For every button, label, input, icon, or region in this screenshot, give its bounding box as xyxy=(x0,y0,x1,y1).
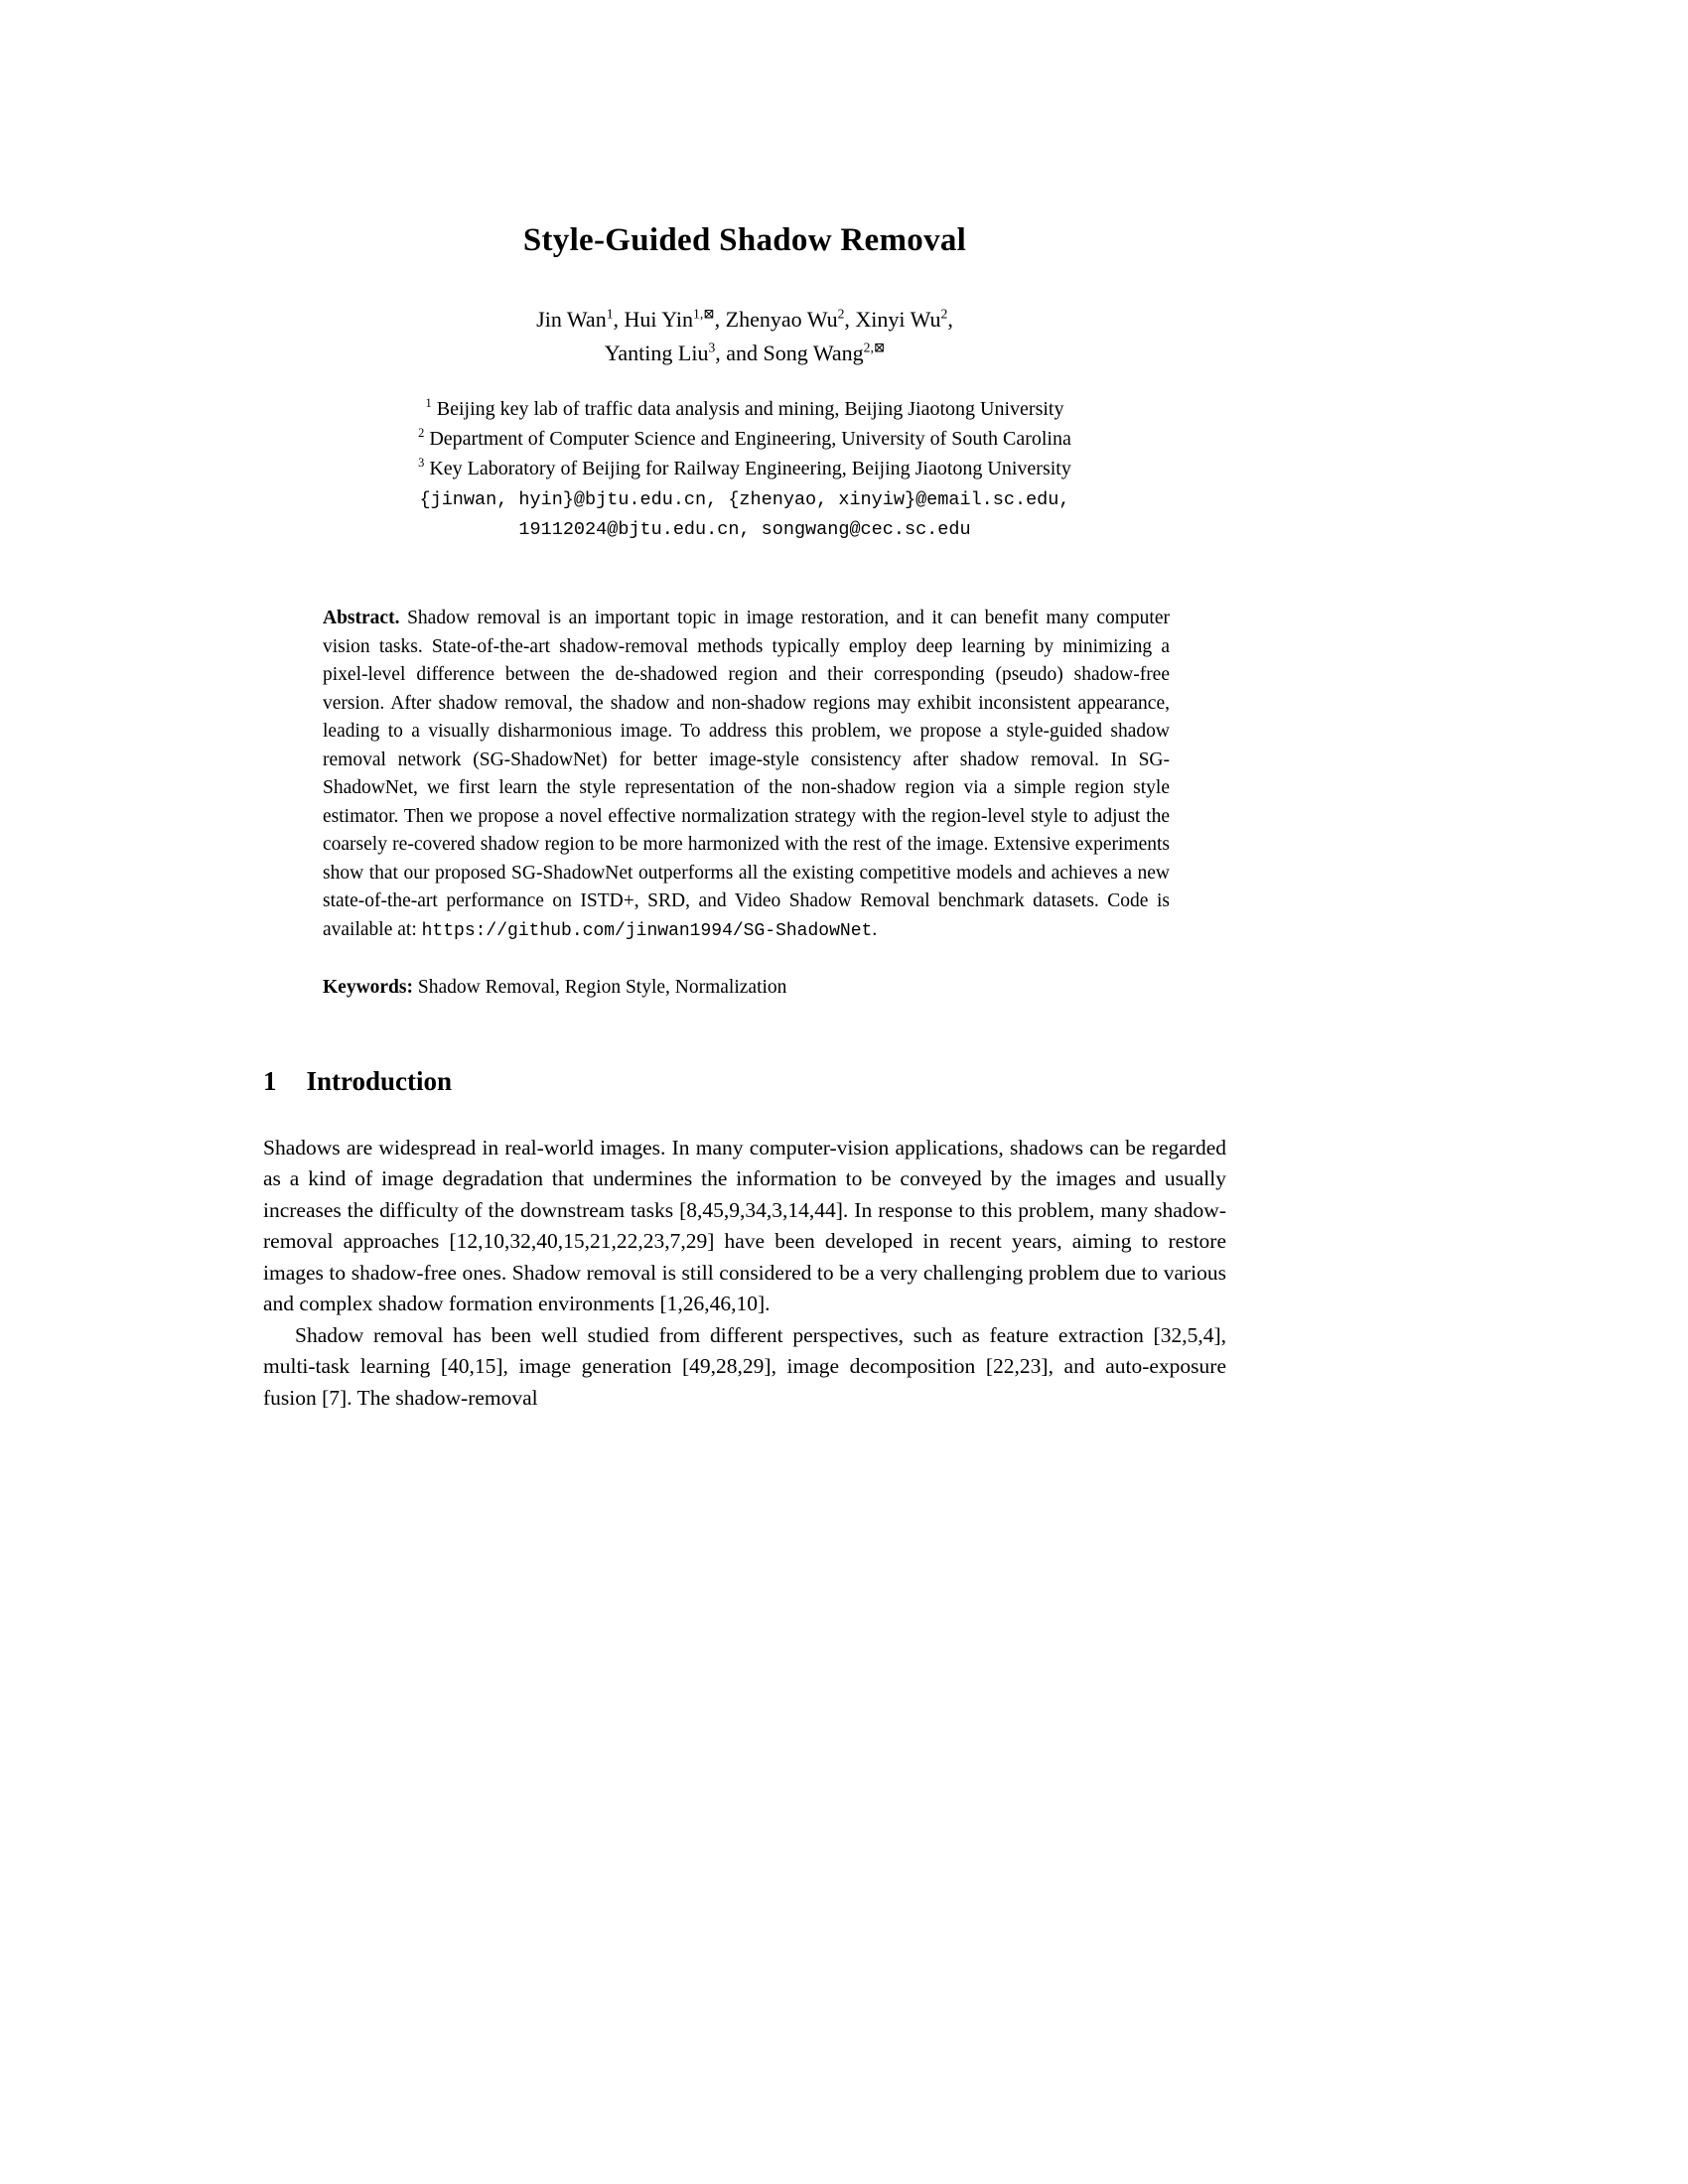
affiliation-line xyxy=(263,424,1226,454)
author-separator: , xyxy=(947,307,953,332)
author-emails xyxy=(263,485,1226,545)
abstract xyxy=(323,605,1170,945)
keywords xyxy=(323,974,1170,1003)
affiliation-text: Key Laboratory of Beijing for Railway Engineering, Beijing Jiaotong University xyxy=(429,458,1071,479)
paper-title: Style-Guided Shadow Removal xyxy=(522,222,967,258)
author-affil-marker: 2 xyxy=(940,306,948,322)
section-title: Introduction xyxy=(306,1065,453,1096)
author-separator: , xyxy=(714,307,726,332)
abstract-text: Shadow removal is an important topic in image restoration, and it can benefit many computer vision tasks. State-of-the-art shadow-removal methods typically employ deep learning by minimizing a pixel-level difference between the de-shadowed region and their corresponding (pseudo) shadow-free version. After shadow removal, the shadow and non-shadow regions may exhibit inconsistent appearance, leading to a visually disharmonious image. To address this problem, we propose a style-guided shadow removal network (SG-ShadowNet) for better image-style consistency after shadow removal. In SG-ShadowNet, we first learn the style representation of the non-shadow region via a simple region style estimator. Then we propose a novel effective normalization strategy with the region-level style to adjust the coarsely re-covered shadow region to be more harmonized with the rest of the image. Extensive experiments show that our proposed SG-ShadowNet outperforms all the existing competitive models and achieves a new state-of-the-art performance on ISTD+, SRD, and Video Shadow Removal benchmark datasets. Code is available at: xyxy=(323,608,1170,940)
author-line-1 xyxy=(263,303,1226,337)
keywords-label: Keywords: xyxy=(323,977,413,998)
affiliation-marker: 2 xyxy=(418,426,425,441)
email-line: 19112024@bjtu.edu.cn, songwang@cec.sc.edu xyxy=(518,519,971,540)
author-affil-marker: 2 xyxy=(837,306,845,322)
affiliation-line xyxy=(263,454,1226,483)
section-heading-introduction xyxy=(263,1066,1226,1097)
abstract-label: Abstract. xyxy=(323,608,400,628)
author-name: Yanting Liu xyxy=(604,341,709,365)
affiliation-list xyxy=(263,394,1226,483)
author-separator: , xyxy=(613,307,625,332)
author-name: Zhenyao Wu xyxy=(725,307,838,332)
section-number: 1 xyxy=(263,1065,277,1096)
author-name: Song Wang xyxy=(763,341,864,365)
affiliation-line xyxy=(263,394,1226,424)
code-repository-link[interactable]: https://github.com/jinwan1994/SG-ShadowNet xyxy=(421,920,873,941)
affiliation-text: Department of Computer Science and Engineering, University of South Carolina xyxy=(429,428,1071,450)
abstract-text-end: . xyxy=(872,918,878,940)
paragraph: Shadow removal has been well studied from different perspectives, such as feature extraction [32,5,4], multi-task learning [40,15], image generation [49,28,29], image decomposition [22,23], and auto-exposure fusion [7]. The shadow-removal xyxy=(263,1322,1226,1410)
email-line: {jinwan, hyin}@bjtu.edu.cn, {zhenyao, xinyiw}@email.sc.edu, xyxy=(419,489,1070,510)
affiliation-marker: 3 xyxy=(418,456,425,471)
paragraph: Shadows are widespread in real-world images. In many computer-vision applications, shadows can be regarded as a kind of image degradation that undermines the information to be conveyed by the images and usually increases the difficulty of the downstream tasks [8,45,9,34,3,14,44]. In response to this problem, many shadow-removal approaches [12,10,32,40,15,21,22,23,7,29] have been developed in recent years, aiming to restore images to shadow-free ones. Shadow removal is still considered to be a very challenging problem due to various and complex shadow formation environments [1,26,46,10]. xyxy=(263,1135,1226,1315)
author-separator: , and xyxy=(715,341,764,365)
author-name: Xinyi Wu xyxy=(855,307,941,332)
author-affil-marker: 2,⊠ xyxy=(863,340,886,355)
author-affil-marker: 1,⊠ xyxy=(693,306,715,322)
author-affil-marker: 3 xyxy=(708,340,716,355)
author-list xyxy=(263,303,1226,370)
author-affil-marker: 1 xyxy=(606,306,614,322)
paper-content xyxy=(263,0,1226,1414)
affiliation-text: Beijing key lab of traffic data analysis and mining, Beijing Jiaotong University xyxy=(436,398,1064,420)
author-name: Jin Wan xyxy=(536,307,607,332)
author-name: Hui Yin xyxy=(624,307,693,332)
keywords-text: Shadow Removal, Region Style, Normalization xyxy=(413,977,787,998)
author-separator: , xyxy=(844,307,856,332)
affiliation-marker: 1 xyxy=(425,396,432,411)
author-line-2 xyxy=(263,337,1226,370)
